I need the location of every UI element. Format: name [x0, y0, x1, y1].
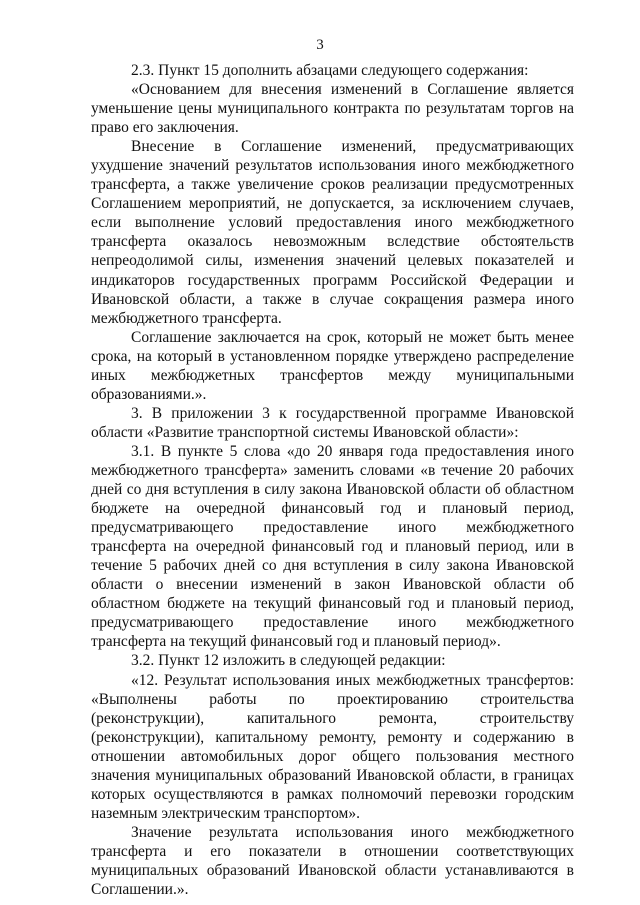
paragraph-item-12: «12. Результат использования иных межбюджетных трансфертов: «Выполнены работы по проектированию строительства (реконструкции), капитального ремонта, строительству (реконструкции), капитальному ремонту, ремонту и содержанию в отношении автомобильных дорог общего пользования местного значения муниципальных образований Ивановской области, в границах которых осуществляются в рамках полномочий перевозки городским наземным электрическим транспортом». [91, 671, 574, 822]
paragraph-amendment-restrictions: Внесение в Соглашение изменений, предусматривающих ухудшение значений результатов использования иного межбюджетного трансферта, а также увеличение сроков реализации предусмотренных Соглашением мероприятий, не допускается, за исключением случаев, если выполнение условий предоставления иного межбюджетного трансферта оказалось невозможным вследствие обстоятельств непреодолимой силы, изменения значений целевых показателей и индикаторов государственных программ Российской Федерации и Ивановской области, а также в случае сокращения размера иного межбюджетного трансферта. [91, 138, 574, 327]
page-number: 3 [316, 37, 324, 53]
document-body [91, 61, 574, 899]
paragraph-3: 3. В приложении 3 к государственной программе Ивановской области «Развитие транспортной системы Ивановской области»: [91, 404, 574, 441]
paragraph-3-1: 3.1. В пункте 5 слова «до 20 января года предоставления иного межбюджетного трансферта» заменить словами «в течение 20 рабочих дней со дня вступления в силу закона Ивановской области об областном бюджете на очередной финансовый год и плановый период, предусматривающего предоставление иного межбюджетного трансферта на очередной финансовый год и плановый период, или в течение 5 рабочих дней со дня вступления в силу закона Ивановской области о внесении изменений в закон Ивановской области об областном бюджете на текущий финансовый год и плановый период, предусматривающего предоставление иного межбюджетного трансферта на текущий финансовый год и плановый период». [91, 442, 574, 651]
paragraph-agreement-term: Соглашение заключается на срок, который не может быть менее срока, на который в установленном порядке утверждено распределение иных межбюджетных трансфертов между муниципальными образованиями.». [91, 328, 574, 403]
paragraph-2-3: 2.3. Пункт 15 дополнить абзацами следующего содержания: [131, 62, 529, 79]
paragraph-3-2: 3.2. Пункт 12 изложить в следующей редакции: [131, 652, 446, 670]
paragraph-amendment-basis: «Основанием для внесения изменений в Соглашение является уменьшение цены муниципального контракта по результатам торгов на право его заключения. [91, 81, 574, 137]
paragraph-result-value: Значение результата использования иного межбюджетного трансферта и его показатели в отношении соответствующих муниципальных образований Ивановской области устанавливаются в Соглашении.». [91, 823, 574, 899]
